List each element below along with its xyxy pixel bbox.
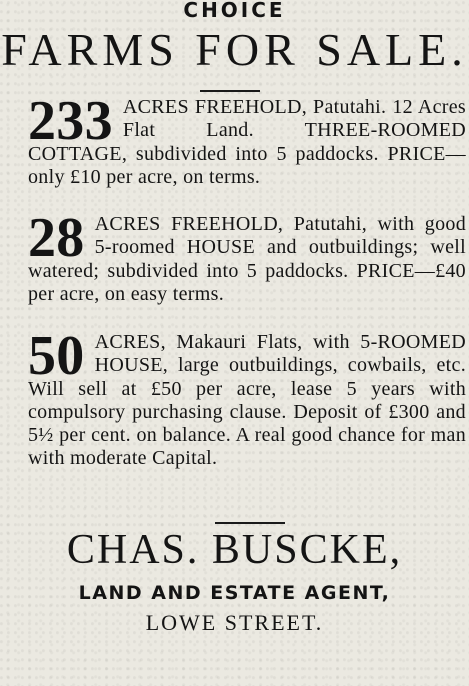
ad-title: FARMS FOR SALE. <box>1 24 468 75</box>
listing-3 <box>28 325 466 471</box>
agent-name: CHAS. BUSCKE, <box>66 527 403 573</box>
agent-title: LAND AND ESTATE AGENT, <box>78 582 391 604</box>
listing-2-acreage: 28 <box>28 207 85 269</box>
listing-1 <box>28 90 466 189</box>
divider-top <box>200 90 260 92</box>
listing-1-acreage: 233 <box>28 90 113 152</box>
listing-3-acreage: 50 <box>28 325 85 387</box>
agent-address: LOWE STREET. <box>145 610 324 635</box>
ad-kicker: CHOICE <box>183 0 286 22</box>
listing-3-text: ACRES, Makauri Flats, with 5-ROOMED HOUSE, large outbuildings, cowbails, etc. Will sell at £50 per acre, lease 5 years with compulsory purchasing clause. Deposit of £300 and 5½ per cent. on balance. A real good chance for man with moderate Capital. <box>28 331 466 470</box>
listing-2 <box>28 207 466 306</box>
listing-1-text: ACRES FREEHOLD, Patutahi. 12 Acres Flat Land. THREE-ROOMED COTTAGE, subdivided into 5 paddocks. PRICE—only £10 per acre, on terms. <box>28 96 466 188</box>
listing-2-text: ACRES FREEHOLD, Patutahi, with good 5-roomed HOUSE and outbuildings; well watered; subdivided into 5 paddocks. PRICE—£40 per acre, on easy terms. <box>28 213 466 305</box>
divider-bottom <box>215 522 285 524</box>
